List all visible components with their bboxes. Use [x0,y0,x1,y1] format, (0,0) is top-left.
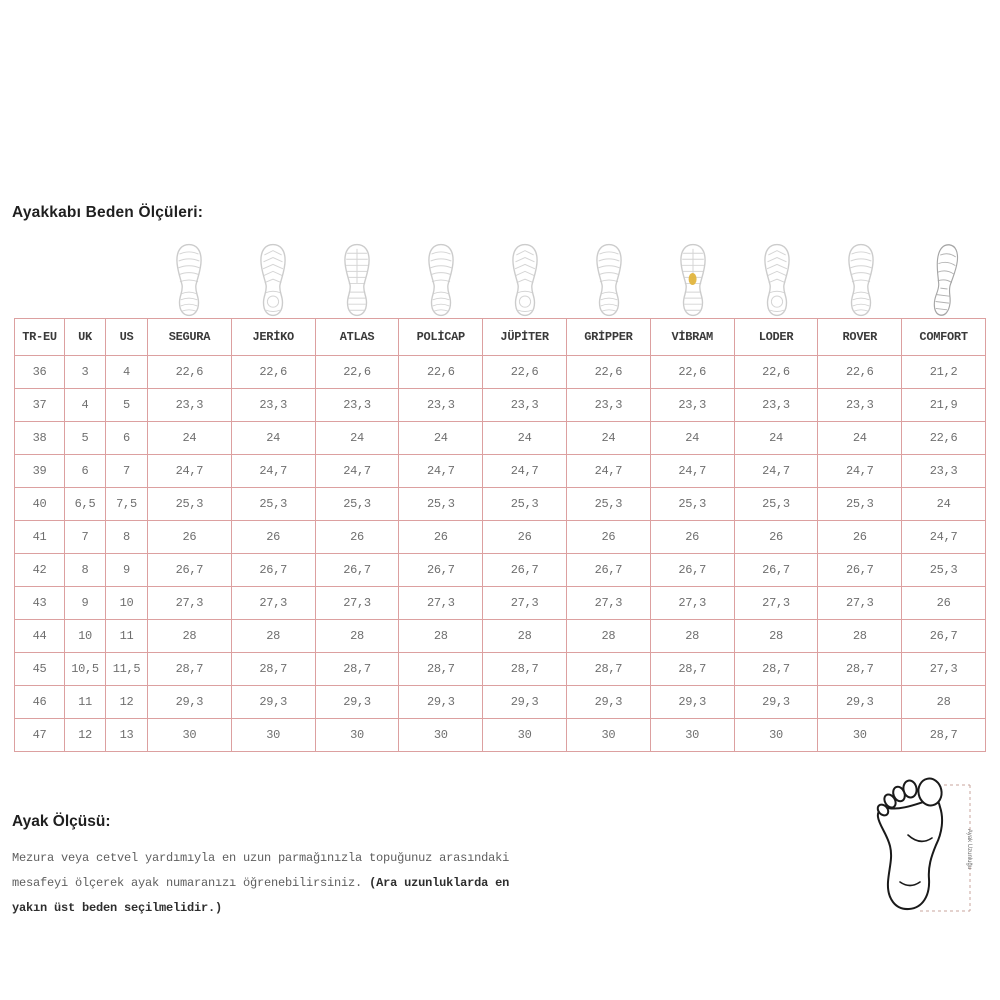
table-cell: 22,6 [231,356,315,389]
foot-measure-text [12,846,536,921]
table-cell: 26,7 [566,554,650,587]
table-cell: 27,3 [734,587,818,620]
table-cell: 23,3 [902,455,986,488]
table-cell: 21,9 [902,389,986,422]
sole-print-comfort-icon [903,234,987,318]
table-cell: 24,7 [231,455,315,488]
table-cell: 25,3 [315,488,399,521]
table-cell: 29,3 [650,686,734,719]
table-cell: 24 [231,422,315,455]
table-cell: 22,6 [566,356,650,389]
table-cell: 28,7 [566,653,650,686]
table-cell: 27,3 [902,653,986,686]
table-cell: 23,3 [231,389,315,422]
table-cell: 24 [483,422,567,455]
table-cell: 23,3 [818,389,902,422]
table-cell: 28 [231,620,315,653]
page-title: Ayakkabı Beden Ölçüleri: [12,204,204,221]
table-cell: 24 [315,422,399,455]
table-row [15,389,986,422]
table-cell: 27,3 [483,587,567,620]
table-cell: 27,3 [231,587,315,620]
table-row [15,653,986,686]
table-cell: 28,7 [315,653,399,686]
table-cell: 7 [65,521,106,554]
table-cell: 28 [315,620,399,653]
table-cell: 26 [566,521,650,554]
table-cell: 28 [566,620,650,653]
table-cell: 22,6 [902,422,986,455]
table-cell: 24,7 [734,455,818,488]
foot-measure-title: Ayak Ölçüsü: [12,813,111,830]
table-cell: 46 [15,686,65,719]
table-cell: 13 [106,719,148,752]
sole-print-jeriko-icon [231,234,315,318]
table-cell: 26 [315,521,399,554]
table-cell: 22,6 [734,356,818,389]
table-cell: 7 [106,455,148,488]
table-cell: 30 [818,719,902,752]
table-cell: 26,7 [734,554,818,587]
table-cell: 4 [106,356,148,389]
table-cell: 25,3 [148,488,232,521]
table-cell: 28,7 [148,653,232,686]
table-cell: 28 [818,620,902,653]
column-header-rover: ROVER [818,319,902,356]
table-cell: 28,7 [818,653,902,686]
table-cell: 10 [106,587,148,620]
table-cell: 28 [148,620,232,653]
table-row [15,686,986,719]
foot-length-label: Ayak Uzunluğu [966,828,972,870]
column-header-poli-cap: POLİCAP [399,319,483,356]
table-cell: 28,7 [399,653,483,686]
table-cell: 6 [106,422,148,455]
table-cell: 23,3 [315,389,399,422]
table-cell: 27,3 [148,587,232,620]
table-cell: 22,6 [818,356,902,389]
table-cell: 24 [650,422,734,455]
table-cell: 8 [65,554,106,587]
sole-print-gripper-icon [567,234,651,318]
table-cell: 26,7 [148,554,232,587]
table-cell: 40 [15,488,65,521]
table-cell: 27,3 [566,587,650,620]
table-cell: 26,7 [231,554,315,587]
table-cell: 22,6 [399,356,483,389]
table-cell: 26 [483,521,567,554]
table-cell: 24 [734,422,818,455]
column-header-segura: SEGURA [148,319,232,356]
table-cell: 25,3 [734,488,818,521]
table-row [15,521,986,554]
table-row [15,620,986,653]
table-cell: 24,7 [148,455,232,488]
table-cell: 25,3 [483,488,567,521]
table-cell: 28 [483,620,567,653]
table-cell: 30 [315,719,399,752]
table-cell: 26 [818,521,902,554]
table-cell: 6,5 [65,488,106,521]
foot-measure-text-normal: Mezura veya cetvel yardımıyla en uzun parmağınızla topuğunuz arasındaki mesafeyi ölçerek ayak numaranızı öğrenebilirsiniz. [12,851,510,890]
table-cell: 24,7 [399,455,483,488]
table-cell: 29,3 [734,686,818,719]
table-row [15,422,986,455]
table-cell: 24,7 [650,455,734,488]
table-row [15,719,986,752]
column-header-us: US [106,319,148,356]
table-cell: 30 [483,719,567,752]
table-cell: 24 [399,422,483,455]
table-cell: 24 [566,422,650,455]
table-cell: 28 [734,620,818,653]
vibram-yellow-mark-icon [689,273,697,285]
table-cell: 21,2 [902,356,986,389]
table-cell: 4 [65,389,106,422]
column-header-vi-bram: VİBRAM [650,319,734,356]
table-row [15,554,986,587]
table-cell: 26,7 [315,554,399,587]
table-cell: 27,3 [818,587,902,620]
table-cell: 26 [902,587,986,620]
column-header-j-pi-ter: JÜPİTER [483,319,567,356]
table-cell: 24,7 [566,455,650,488]
table-cell: 5 [65,422,106,455]
table-cell: 26,7 [818,554,902,587]
table-cell: 36 [15,356,65,389]
table-cell: 30 [399,719,483,752]
table-cell: 25,3 [818,488,902,521]
table-cell: 37 [15,389,65,422]
table-cell: 28 [399,620,483,653]
table-cell: 6 [65,455,106,488]
table-cell: 24,7 [902,521,986,554]
table-cell: 26 [399,521,483,554]
table-cell: 11 [106,620,148,653]
table-cell: 23,3 [734,389,818,422]
table-cell: 23,3 [650,389,734,422]
table-cell: 28,7 [650,653,734,686]
table-cell: 8 [106,521,148,554]
table-cell: 26 [650,521,734,554]
table-cell: 30 [650,719,734,752]
table-cell: 9 [106,554,148,587]
table-cell: 26,7 [902,620,986,653]
sole-print-jupiter-icon [483,234,567,318]
table-cell: 23,3 [483,389,567,422]
table-cell: 29,3 [483,686,567,719]
table-cell: 27,3 [315,587,399,620]
table-cell: 42 [15,554,65,587]
column-header-gri-pper: GRİPPER [566,319,650,356]
table-cell: 25,3 [231,488,315,521]
table-cell: 10,5 [65,653,106,686]
table-cell: 9 [65,587,106,620]
foot-measure-text-bold: (Ara uzunluklarda en yakın üst beden seçilmelidir.) [12,876,510,915]
column-header-uk: UK [65,319,106,356]
table-cell: 10 [65,620,106,653]
table-cell: 24 [902,488,986,521]
table-cell: 29,3 [315,686,399,719]
table-cell: 29,3 [818,686,902,719]
table-cell: 26 [231,521,315,554]
table-cell: 11,5 [106,653,148,686]
table-cell: 41 [15,521,65,554]
table-cell: 22,6 [483,356,567,389]
table-cell: 29,3 [399,686,483,719]
sole-print-rover-icon [819,234,903,318]
table-cell: 22,6 [650,356,734,389]
sole-print-loder-icon [735,234,819,318]
sole-print-policap-icon [399,234,483,318]
table-cell: 12 [65,719,106,752]
table-cell: 30 [148,719,232,752]
table-cell: 44 [15,620,65,653]
table-cell: 47 [15,719,65,752]
header-row [15,319,986,356]
table-cell: 29,3 [566,686,650,719]
foot-length-diagram-icon [858,775,988,927]
table-cell: 27,3 [650,587,734,620]
table-cell: 25,3 [399,488,483,521]
table-cell: 45 [15,653,65,686]
size-table [14,318,986,752]
table-cell: 11 [65,686,106,719]
table-cell: 29,3 [148,686,232,719]
table-row [15,488,986,521]
table-cell: 25,3 [902,554,986,587]
table-cell: 23,3 [566,389,650,422]
table-cell: 12 [106,686,148,719]
table-cell: 24 [818,422,902,455]
table-cell: 28 [902,686,986,719]
table-cell: 22,6 [315,356,399,389]
sole-prints-row [147,234,987,318]
column-header-loder: LODER [734,319,818,356]
table-row [15,356,986,389]
sole-print-atlas-icon [315,234,399,318]
table-cell: 26,7 [483,554,567,587]
table-cell: 24,7 [315,455,399,488]
table-cell: 26 [734,521,818,554]
table-cell: 23,3 [148,389,232,422]
column-header-atlas: ATLAS [315,319,399,356]
table-cell: 43 [15,587,65,620]
table-cell: 29,3 [231,686,315,719]
table-cell: 24,7 [818,455,902,488]
column-header-comfort: COMFORT [902,319,986,356]
table-row [15,455,986,488]
sole-print-vibram-icon [651,234,735,318]
table-cell: 7,5 [106,488,148,521]
table-cell: 39 [15,455,65,488]
table-cell: 30 [566,719,650,752]
table-cell: 30 [231,719,315,752]
table-cell: 27,3 [399,587,483,620]
table-cell: 28,7 [231,653,315,686]
table-cell: 38 [15,422,65,455]
table-cell: 24,7 [483,455,567,488]
table-cell: 28,7 [483,653,567,686]
table-cell: 28,7 [902,719,986,752]
table-cell: 26 [148,521,232,554]
table-cell: 3 [65,356,106,389]
table-cell: 24 [148,422,232,455]
table-cell: 26,7 [399,554,483,587]
table-cell: 22,6 [148,356,232,389]
table-cell: 28,7 [734,653,818,686]
column-header-tr-eu: TR-EU [15,319,65,356]
table-cell: 5 [106,389,148,422]
table-row [15,587,986,620]
sole-print-segura-icon [147,234,231,318]
column-header-jeri-ko: JERİKO [231,319,315,356]
table-cell: 26,7 [650,554,734,587]
table-cell: 23,3 [399,389,483,422]
table-cell: 25,3 [566,488,650,521]
table-cell: 28 [650,620,734,653]
table-cell: 25,3 [650,488,734,521]
table-cell: 30 [734,719,818,752]
